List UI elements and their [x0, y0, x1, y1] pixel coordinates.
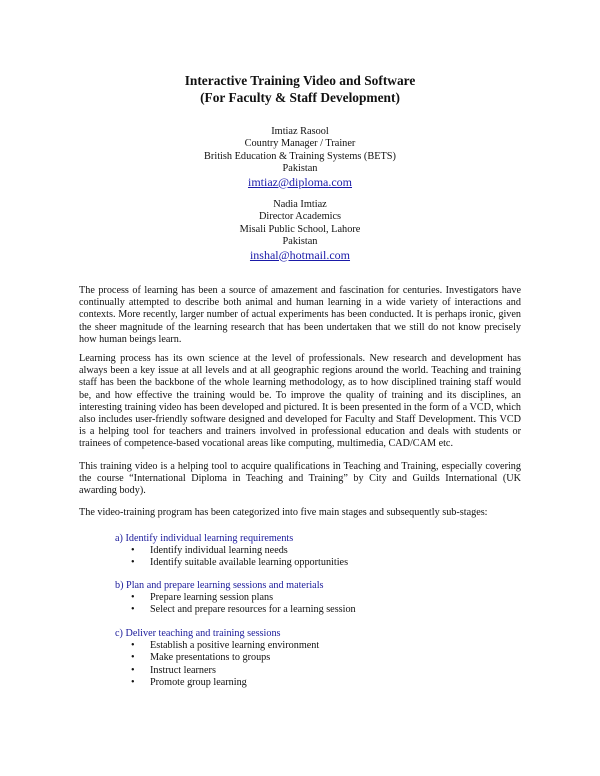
author-role: Director Academics [258, 211, 342, 223]
list-item-text: Prepare learning session plans [150, 592, 274, 604]
bullet-icon: • [131, 652, 135, 664]
stage-title: c) Deliver teaching and training sessions [115, 628, 281, 639]
stage-section [115, 533, 348, 570]
stage-section [115, 628, 319, 689]
author-email-link[interactable]: imtiaz@diploma.com [247, 174, 353, 189]
bullet-icon: • [131, 545, 135, 557]
stage-list [115, 592, 356, 616]
bullet-icon: • [131, 557, 135, 569]
list-item [115, 557, 348, 569]
author-name: Nadia Imtiaz [273, 199, 327, 210]
list-item-text: Instruct learners [150, 664, 216, 676]
list-item-text: Identify individual learning needs [150, 545, 288, 557]
bullet-icon: • [131, 664, 135, 676]
list-item-text: Promote group learning [150, 676, 247, 688]
list-item-text: Select and prepare resources for a learning session [150, 604, 356, 616]
list-item [115, 652, 319, 664]
author-country: Pakistan [282, 163, 318, 175]
list-item [115, 604, 356, 616]
document-subtitle: (For Faculty & Staff Development) [200, 90, 400, 105]
author-name: Imtiaz Rasool [271, 126, 329, 137]
list-item-text: Make presentations to groups [150, 652, 271, 664]
author-block [0, 199, 600, 263]
body-paragraph: The video-training program has been categorized into five main stages and subsequently sub-stages: [79, 507, 488, 518]
author-organization: British Education & Training Systems (BETS) [204, 150, 396, 162]
bullet-icon: • [131, 640, 135, 652]
bullet-icon: • [131, 592, 135, 604]
list-item [115, 545, 348, 557]
stage-section [115, 580, 356, 617]
author-country: Pakistan [282, 236, 318, 248]
author-role: Country Manager / Trainer [244, 138, 356, 150]
list-item [115, 592, 356, 604]
author-organization: Misali Public School, Lahore [239, 223, 361, 235]
list-item-text: Establish a positive learning environment [150, 640, 320, 652]
bullet-icon: • [131, 604, 135, 616]
list-item [115, 665, 319, 677]
body-paragraph: Learning process has its own science at the level of professionals. New research and development has always been a key issue at all levels and at all geographic regions around the world. Teaching and training staff has been the backbone of the whole learning methodology, as to how disciplined training staff would be, and how effective the training would be. To improve the quality of training and its disciplines, an interesting training video has been developed and pictured. It is been presented in the form of a VCD, which also includes user-friendly software designed and developed for Faculty and Staff Development. This VCD is a helping tool for teachers and trainers involved in professional education and deals with students or trainees of competence-based vocational areas like computing, multimedia, CAD/CAM etc. [79, 353, 521, 450]
document-title: Interactive Training Video and Software [184, 73, 416, 88]
stage-list [115, 640, 319, 689]
list-item-text: Identify suitable available learning opportunities [150, 557, 349, 569]
body-paragraph: The process of learning has been a source of amazement and fascination for centuries. Investigators have continually attempted to describe both animal and human learning in a wide variety of interactions and contexts. More recently, larger number of actual experiments has been conducted. It is perhaps ironic, given the sheer magnitude of the learning research that has been undertaken that we still do not know precisely how human beings learn. [79, 285, 521, 345]
author-block [0, 126, 600, 190]
stage-title: a) Identify individual learning requirements [115, 533, 294, 544]
bullet-icon: • [131, 676, 135, 688]
list-item [115, 677, 319, 689]
list-item [115, 640, 319, 652]
author-email-link[interactable]: inshal@hotmail.com [249, 247, 351, 262]
stage-title: b) Plan and prepare learning sessions and materials [115, 580, 324, 591]
stage-list [115, 545, 348, 569]
body-paragraph: This training video is a helping tool to acquire qualifications in Teaching and Training, especially covering the course “International Diploma in Teaching and Training” by City and Guilds International (UK awarding body). [79, 461, 521, 497]
